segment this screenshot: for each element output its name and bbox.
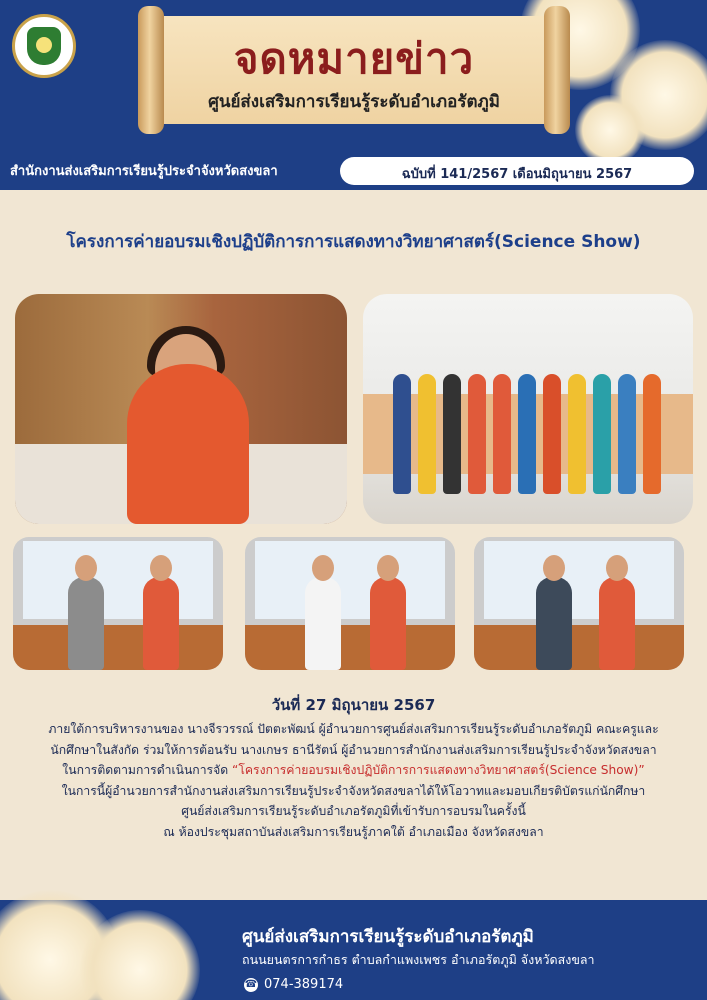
project-title: โครงการค่ายอบรมเชิงปฏิบัติการการแสดงทางวิทยาศาสตร์(Science Show)	[66, 232, 641, 252]
photo-certificate-1	[13, 537, 223, 670]
issue-badge	[340, 157, 694, 185]
flower-decoration	[575, 95, 645, 165]
photo-certificate-3	[474, 537, 684, 670]
header-banner	[0, 0, 707, 190]
article-line	[14, 760, 693, 781]
issue-number: ฉบับที่ 141/2567 เดือนมิถุนายน 2567	[401, 167, 633, 182]
photo-speaker	[15, 294, 347, 524]
phone-number: 074-389174	[264, 977, 344, 992]
organization-logo	[12, 14, 76, 78]
article-line: ภายใต้การบริหารงานของ นางจีรวรรณ์ ปัตตะพัฒน์ ผู้อำนวยการศูนย์ส่งเสริมการเรียนรู้ระดับอำเภอรัตภูมิ คณะครูและ	[48, 722, 659, 736]
article-date: วันที่ 27 มิถุนายน 2567	[271, 696, 436, 714]
office-name: สำนักงานส่งเสริมการเรียนรู้ประจำจังหวัดสงขลา	[10, 164, 278, 179]
article-line-prefix: ในการติดตามการดำเนินการจัด	[62, 763, 233, 778]
article-line: ณ ห้องประชุมสถาบันส่งเสริมการเรียนรู้ภาคใต้ อำเภอเมือง จังหวัดสงขลา	[163, 824, 544, 839]
article-line: นักศึกษาในสังกัด ร่วมให้การต้อนรับ นางเกษร ธานีรัตน์ ผู้อำนวยการสำนักงานส่งเสริมการเรียนรู้ประจำจังหวัดสงขลา	[50, 742, 657, 757]
article-line: ในการนี้ผู้อำนวยการสำนักงานส่งเสริมการเรียนรู้ประจำจังหวัดสงขลาได้ให้โอวาทและมอบเกียรติบัตรแก่นักศึกษา	[61, 783, 646, 798]
article-body	[14, 719, 693, 843]
project-quote: “โครงการค่ายอบรมเชิงปฏิบัติการการแสดงทางวิทยาศาสตร์(Science Show)”	[232, 763, 645, 778]
photo-certificate-2	[245, 537, 455, 670]
footer-phone	[244, 977, 343, 992]
footer-address: ถนนยนตรการกำธร ตำบลกำแพงเพชร อำเภอรัตภูมิ จังหวัดสงขลา	[242, 952, 595, 967]
newsletter-title: จดหมายข่าว	[233, 34, 475, 83]
phone-icon: ☎	[244, 978, 258, 990]
photo-group	[363, 294, 693, 524]
article-line: ศูนย์ส่งเสริมการเรียนรู้ระดับอำเภอรัตภูมิที่เข้ารับการอบรมในครั้งนี้	[181, 804, 526, 819]
footer-center-name: ศูนย์ส่งเสริมการเรียนรู้ระดับอำเภอรัตภูมิ	[242, 927, 534, 947]
title-scroll	[138, 6, 570, 134]
newsletter-subtitle: ศูนย์ส่งเสริมการเรียนรู้ระดับอำเภอรัตภูมิ	[208, 92, 500, 112]
